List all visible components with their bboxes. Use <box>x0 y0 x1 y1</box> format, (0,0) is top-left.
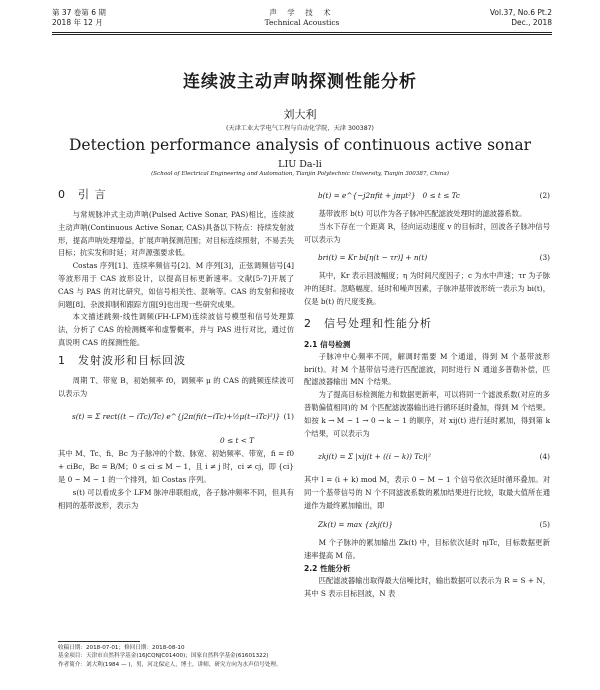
paragraph: 其中，Kr 表示回波幅度；η 为时间尺度因子；c 为水中声速；τr 为子脉冲的延时。忽略幅度、延时和噪声因素，子脉冲基带波形统一表示为 bi(t)，仅是 b(t) 的尺度变换。 <box>304 271 550 306</box>
section-2-heading: 2 信号处理和性能分析 <box>304 316 432 330</box>
title-en: Detection performance analysis of continuous active sonar <box>69 136 531 154</box>
author-en: LIU Da-li <box>278 159 322 170</box>
section-0-heading: 0 引 言 <box>58 188 107 201</box>
header-rule <box>52 32 552 35</box>
paragraph: Costas 序列[1]、连续率频信号[2]、M 序列[3]，正弦调频信号[4]等波形用于 CAS 波形设计，以提高目标更新速率。文献[5-7]开展了 CAS 与 PAS 的对比研究，如信号相关性、混响等。CAS 的发射和接收问题[8]、杂波抑制和跟踪方面[9]也出现一些研究成果。 <box>58 261 294 309</box>
left-column <box>58 184 294 512</box>
header-volume: 第 37 卷第 6 期 2018 年 12 月 <box>52 8 106 27</box>
running-header <box>52 8 552 34</box>
header-issue: Vol.37, No.6 Pt.2 Dec., 2018 <box>489 8 552 27</box>
paragraph: M 个子脉冲的累加输出 Zk(t) 中，目标依次延时 ηiTc，目标数据更新速率提高 M 倍。 <box>304 537 550 560</box>
equation-1: s(t) = Σ rect((t − iTc)/Tc) e^{j2π(fi(t−iTc)+½μ(t−iTc)²)} (1) <box>72 412 294 422</box>
equation-1-condition: 0 ≤ t < T <box>220 436 254 446</box>
header-journal: 声 学 技 术 Technical Acoustics <box>264 8 340 27</box>
footnote: 收稿日期：2018-07-01；修回日期：2018-08-10 基金项目：天津市自然科学基金(16JCQNJC01400)；国家自然科学基金(61601322) 作者简介：刘大利(1984 — )，男，河北保定人，博士，讲师，研究方向为水声信号处理。 <box>58 645 282 668</box>
author-cn: 刘大利 <box>283 108 317 121</box>
section-1-heading: 1 发射波形和目标回波 <box>58 353 186 367</box>
paragraph: 本文描述跳频-线性调频(FH-LFM)连续波信号模型和信号处理算法，分析了 CAS 的检测概率和虚警概率，并与 PAS 进行对比，通过仿真说明 CAS 的探测性能。 <box>58 312 294 347</box>
footnote-rule <box>58 641 140 642</box>
affiliation-cn: (天津工业大学电气工程与自动化学院，天津 300387) <box>226 125 374 132</box>
paragraph: 匹配滤波器输出取得最大信噪比时，输出数据可以表示为 R = S + N，其中 S 表示目标回波，N 表 <box>304 576 550 599</box>
right-column <box>304 184 550 601</box>
paragraph: 基带波形 b(t) 可以作为各子脉冲匹配滤波处理时的滤波器系数。 <box>318 209 527 218</box>
affiliation-en: (School of Electrical Engineering and Automation, Tianjin Polytechnic University, Tianjin 300387, China) <box>151 171 449 177</box>
paragraph: 周期 T、带宽 B，初始频率 f0，调频率 μ 的 CAS 的跳频连续波可以表示为 <box>58 375 294 398</box>
paragraph: 其中 l = (i + k) mod M，表示 0 ~ M − 1 个信号依次延时循环叠加。对同一个基带信号的 N 个不同滤波系数的累加结果进行比较，取最大值所在通道作为最终累加输出，即 <box>304 475 550 510</box>
equation-3: bri(t) = Kr bi[η(t − τr)] + n(t) (3) <box>318 253 550 263</box>
paragraph: 为了提高目标检测能力和数据更新率，可以将同一个滤波系数(对应的多普勒偏值相同)的 M 个匹配滤波器输出进行循环延时叠加，得到 M 个结果。如按 k → M − 1 → 0 → k − 1 的顺序，对 xij(t) 进行延时累加，得到第 k 个结果，可以表示为 <box>304 390 550 438</box>
equation-5: Zk(t) = max {zkj(t)} (5) <box>318 519 550 529</box>
paragraph: 与常规脉冲式主动声呐(Pulsed Active Sonar, PAS)相比，连续波主动声呐(Continuous Active Sonar, CAS)具备以下特点：持续发射波形，提高声呐处理增益，扩展声呐探测范围；对目标连续照射，不易丢失目标；抗实发和时延；对声源强要求低。 <box>58 210 294 258</box>
paragraph: 其中 M、Tc、fi、Bc 为子脉冲的个数、脉宽、初始频率、带宽，fi = f0 + ciBc，Bc = B/M；0 ≤ ci ≤ M − 1，且 i ≠ j 时，ci ≠ cj，即 {ci} 是 0 ~ M − 1 的一个排列，如 Costas 序列。 <box>58 449 294 484</box>
equation-4: zkj(t) = Σ |xij(t + ((i − k)) Tc)|² (4) <box>318 452 550 462</box>
paragraph: 当水下存在一个距离 R，径向运动速度 v 的目标时，回波各子脉冲信号可以表示为 <box>304 221 550 244</box>
equation-2: b(t) = e^{−j2πfit + jπμt²} 0 ≤ t ≤ Tc (2) <box>318 191 550 200</box>
paragraph: s(t) 可以看成多个 LFM 脉冲串联组成，各子脉冲频率不同，但具有相同的基带波形，表示为 <box>58 487 294 510</box>
subsection-2-1-heading: 2.1 信号检测 <box>304 339 351 349</box>
title-cn: 连续波主动声呐探测性能分析 <box>183 72 417 92</box>
paragraph: 子脉冲中心频率不同，解调时需要 M 个通道，得到 M 个基带波形 bri(t)。对 M 个基带信号进行匹配滤波，同时进行 N 通道多普勒补偿，匹配滤波器输出 MN 个结果。 <box>304 351 550 387</box>
subsection-2-2-heading: 2.2 性能分析 <box>304 564 351 574</box>
